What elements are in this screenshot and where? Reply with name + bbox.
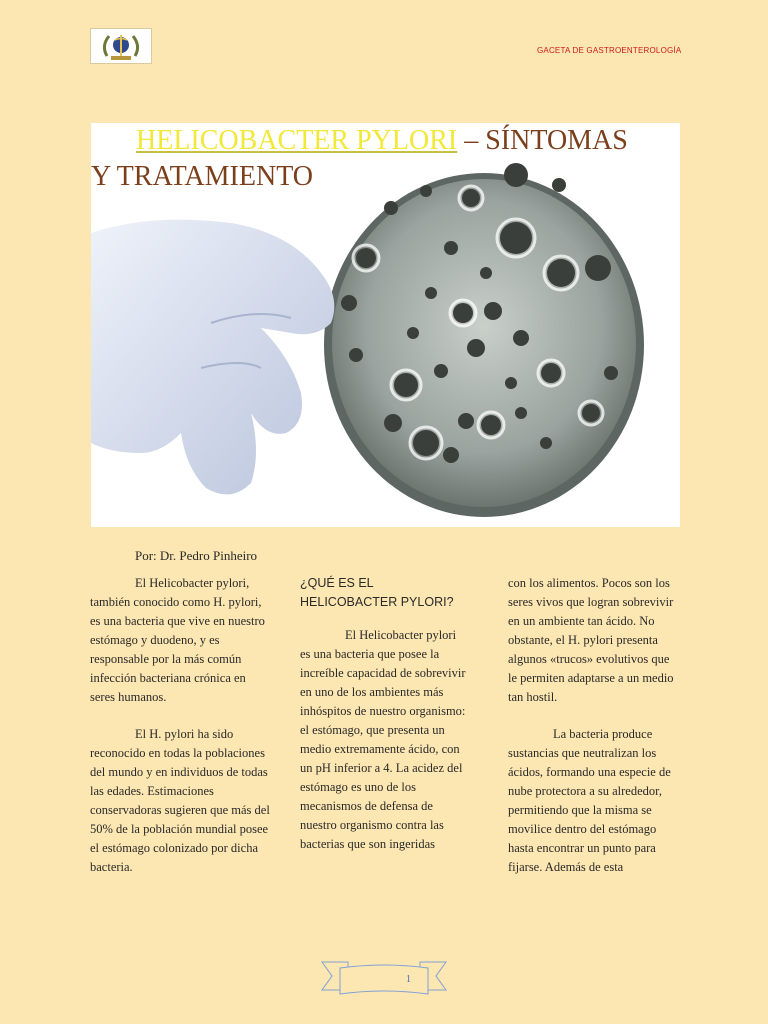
page-number: 1: [406, 974, 411, 985]
caduceus-wreath-icon: [93, 30, 149, 62]
paragraph: La bacteria produce sustancias que neutralizan los ácidos, formando una especie de nube protectora a su alrededor, permitiendo que la misma se movilice dentro del estómago hasta encontrar un punto para fijarse. Además de esta: [508, 727, 671, 874]
paragraph: con los alimentos. Pocos son los seres vivos que logran sobrevivir en un ambiente tan ácido. No obstante, el H. pylori presenta algunos «trucos» evolutivos que le permiten adaptarse a un medio tan hostil.: [508, 576, 674, 704]
ribbon-icon: [320, 960, 448, 998]
column-1: [90, 574, 270, 895]
gazette-name: GACETA DE GASTROENTEROLOGÍA: [537, 46, 682, 55]
byline: Por: Dr. Pedro Pinheiro: [135, 548, 258, 563]
column-3: [508, 574, 680, 895]
paragraph: El Helicobacter pylori, también conocido como H. pylori, es una bacteria que vive en nuestro estómago y duodeno, y es responsable por la más común infección bacteriana crónica en seres humanos.: [90, 576, 265, 704]
title-line-2: Y TRATAMIENTO: [91, 161, 314, 192]
column-2: [300, 574, 468, 872]
title-highlight: HELICOBACTER PYLORI: [136, 125, 458, 156]
section-heading: ¿QUÉ ES EL HELICOBACTER PYLORI?: [300, 576, 454, 609]
paragraph: El Helicobacter pylori es una bacteria que posee la increíble capacidad de sobrevivir en uno de los ambientes más inhóspitos de nuestro organismo: el estómago, que presenta un medio extremamente ácido, con un pH inferior a 4. La acidez del estómago es uno de los mecanismos de defensa de nuestro organismo contra las bacterias que son ingeridas: [300, 628, 466, 851]
hero-image: [91, 123, 680, 527]
page-number-ribbon: [320, 960, 448, 998]
paragraph: El H. pylori ha sido reconocido en todas la poblaciones del mundo y en individuos de todas las edades. Estimaciones conservadoras sugieren que más del 50% de la población mundial posee el estómago colonizado por dicha bacteria.: [90, 727, 270, 874]
article-title: [91, 123, 680, 195]
gazette-logo: [90, 28, 152, 64]
title-rest: – SÍNTOMAS: [457, 125, 628, 156]
